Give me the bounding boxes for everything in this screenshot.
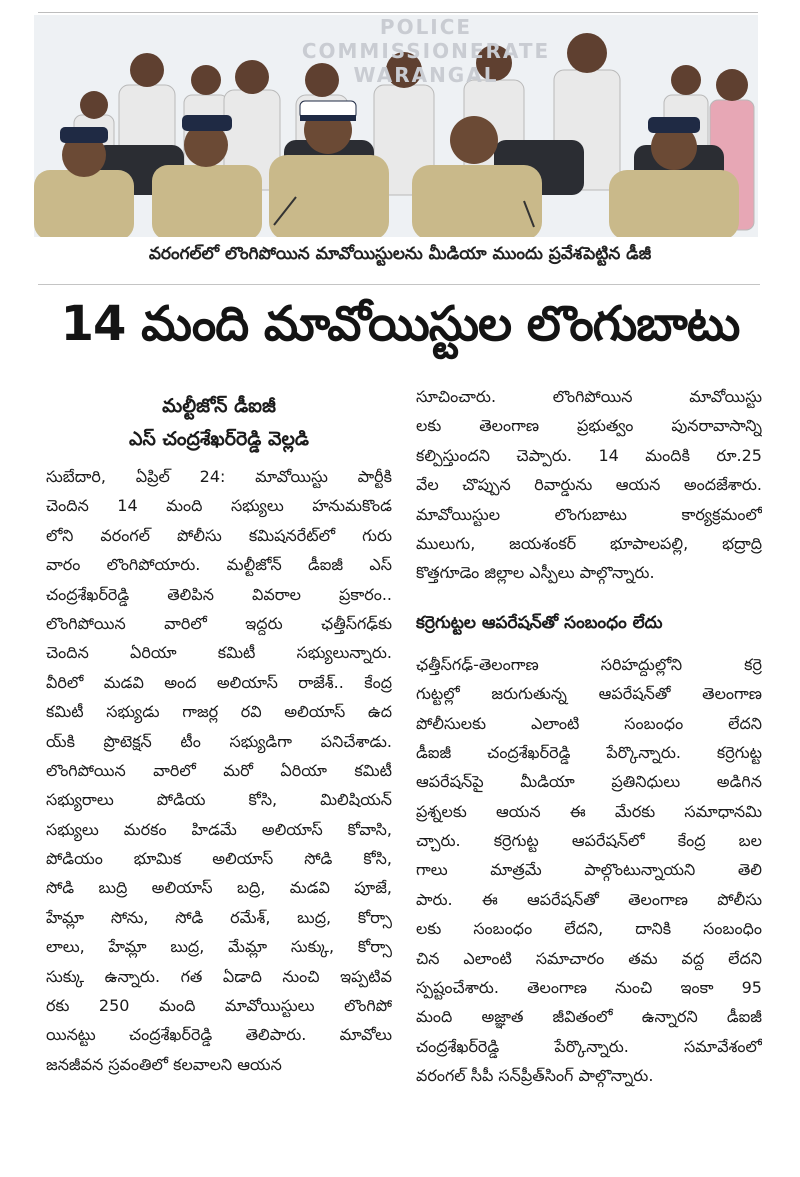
- right-body-bottom-line: గాలు మాత్రమే పాల్గొంటున్నాయని తెలి: [416, 860, 762, 880]
- left-body-line: సుబేదారి, ఏప్రిల్ 24: మావోయిస్టు పార్టీకి: [46, 467, 392, 486]
- headline: 14 మంది మావోయిస్టుల లొంగుబాటు: [60, 296, 740, 352]
- right-body-top-line: ములుగు, జయశంకర్ భూపాలపల్లి, భద్రాద్రి: [416, 533, 762, 553]
- left-body-line: సుక్కు ఉన్నారు. గత ఏడాది నుంచి ఇప్పటివ: [46, 966, 392, 986]
- left-body-line: య్‌కి ప్రొటెక్షన్ టీం సభ్యుడిగా పనిచేశాడు.: [46, 731, 392, 751]
- left-body-line: లాలు, హేమ్లా బుద్ర, మేమ్లా సుక్కు, కోర్సా: [46, 937, 392, 957]
- right-body-top-line: కల్పిస్తుందని చెప్పారు. 14 మందికి రూ.25: [416, 445, 762, 465]
- news-photo: [34, 15, 758, 237]
- right-body-top: [416, 382, 762, 588]
- left-body-line: వీరిలో మడవి అంద అలియాస్ రాజేశ్.. కేంద్ర: [46, 672, 392, 692]
- right-body-bottom-line: స్పష్టంచేశారు. తెలంగాణ నుంచి ఇంకా 95: [416, 978, 762, 998]
- section-heading: కర్రెగుట్టల ఆపరేషన్‌తో సంబంధం లేదు: [416, 612, 663, 633]
- right-body-bottom-line: చిన ఎలాంటి సమాచారం తమ వద్ద లేదని: [416, 948, 762, 968]
- right-body-bottom: [416, 650, 762, 1091]
- left-body-line: సోడి బుద్రి అలియాస్ బద్రి, మడవి పూజే,: [46, 878, 392, 898]
- left-body-line: సభ్యులు మరకం హిడమే అలియాస్ కోవాసి,: [46, 819, 392, 839]
- left-body-line: లోని వరంగల్ పోలీసు కమిషనరేట్‌లో గురు: [46, 525, 392, 545]
- officer-3: [269, 101, 389, 237]
- left-body-line: వారం లొంగిపోయారు. మల్టీజోన్ డీఐజీ ఎస్: [46, 555, 392, 575]
- right-body-top-line: మావోయిస్టుల లొంగుబాటు కార్యక్రమంలో: [416, 504, 762, 524]
- right-body-top-line: సూచించారు. లొంగిపోయిన మావోయిస్టు: [416, 387, 762, 406]
- left-body: [46, 462, 392, 1079]
- left-body-line: పోడియం భూమిక అలియాస్ సోడి కోసి,: [46, 849, 392, 869]
- left-body-line: రకు 250 మంది మావోయిస్టులు లొంగిపో: [46, 996, 392, 1016]
- right-body-bottom-line: చంద్రశేఖర్‌రెడ్డి పేర్కొన్నారు. సమావేశంలో: [416, 1036, 762, 1056]
- left-body-line: కమిటీ సభ్యుడు గాజర్ల రవి అలియాస్ ఉద: [46, 702, 392, 722]
- right-column: [416, 382, 762, 1091]
- subhead-name: ఎస్ చంద్రశేఖర్‌రెడ్డి వెల్లడి: [129, 428, 309, 450]
- right-body-bottom-line: ఛత్తీస్‌గఢ్-తెలంగాణ సరిహద్దుల్లోని కర్రె: [416, 654, 762, 674]
- right-body-bottom-line: ఆపరేషన్‌పై మీడియా ప్రతినిధులు అడిగిన: [416, 772, 762, 792]
- photo-caption: వరంగల్‌లో లొంగిపోయిన మావోయిస్టులను మీడియా ముందు ప్రవేశపెట్టిన డీజీ: [148, 244, 652, 264]
- right-body-bottom-line: మంది అజ్ఞాత జీవితంలో ఉన్నారని డీఐజీ: [416, 1007, 762, 1027]
- left-body-line: చెందిన ఏరియా కమిటీ సభ్యులున్నారు.: [46, 643, 392, 663]
- left-body-line: చెందిన 14 మంది సభ్యులు హనుమకొండ: [46, 496, 392, 516]
- right-body-bottom-line: చ్చారు. కర్రెగుట్ట ఆపరేషన్‌లో కేంద్ర బల: [416, 831, 762, 851]
- right-body-top-line: కొత్తగూడెం జిల్లాల ఎస్పీలు పాల్గొన్నారు.: [416, 563, 655, 583]
- right-body-bottom-line: వరంగల్ సీపీ సన్‌ప్రీత్‌సింగ్ పాల్గొన్నారు.: [416, 1066, 654, 1086]
- left-body-line: లొంగిపోయిన వారిలో ఇద్దరు ఛత్తీస్‌గఢ్‌కు: [46, 613, 392, 633]
- left-body-line: యినట్టు చంద్రశేఖర్‌రెడ్డి తెలిపారు. మావోలు: [46, 1025, 392, 1045]
- photo-banner-text: POLICE COMMISSIONERATE WARANGAL: [301, 15, 551, 87]
- left-body-line: సభ్యురాలు పోడియ కోసి, మిలిషియన్: [46, 790, 392, 810]
- left-body-line: హేమ్లా సోను, సోడి రమేశ్, బుద్ర, కోర్సా: [46, 907, 392, 927]
- top-rule: [38, 12, 758, 13]
- right-body-bottom-line: పోలీసులకు ఎలాంటి సంబంధం లేదని: [416, 713, 762, 733]
- right-body-bottom-line: ప్రశ్నలకు ఆయన ఈ మేరకు సమాధానమి: [416, 801, 762, 821]
- caption-divider: [38, 284, 760, 285]
- right-body-bottom-line: లకు సంబంధం లేదని, దానికి సంబంధిం: [416, 919, 762, 939]
- right-body-bottom-line: గుట్టల్లో జరుగుతున్న ఆపరేషన్‌తో తెలంగాణ: [416, 684, 762, 704]
- subhead-designation: మల్టీజోన్ డీఐజీ: [162, 395, 276, 417]
- left-body-line: చంద్రశేఖర్‌రెడ్డి తెలిపిన వివరాల ప్రకారం..: [46, 584, 392, 604]
- right-body-bottom-line: పారు. ఈ ఆపరేషన్‌తో తెలంగాణ పోలీసు: [416, 889, 762, 909]
- right-body-top-line: వేల చొప్పున రివార్డును ఆయన అందజేశారు.: [416, 475, 762, 495]
- right-body-top-line: లకు తెలంగాణ ప్రభుత్వం పునరావాసాన్ని: [416, 416, 762, 436]
- right-body-bottom-line: డీఐజీ చంద్రశేఖర్‌రెడ్డి పేర్కొన్నారు. కర్రెగుట్ట: [416, 742, 762, 762]
- left-body-line: జనజీవన స్రవంతిలో కలవాలని ఆయన: [46, 1054, 282, 1074]
- left-body-line: లొంగిపోయిన వారిలో మరో ఏరియా కమిటీ: [46, 760, 392, 780]
- left-column: [46, 382, 392, 1079]
